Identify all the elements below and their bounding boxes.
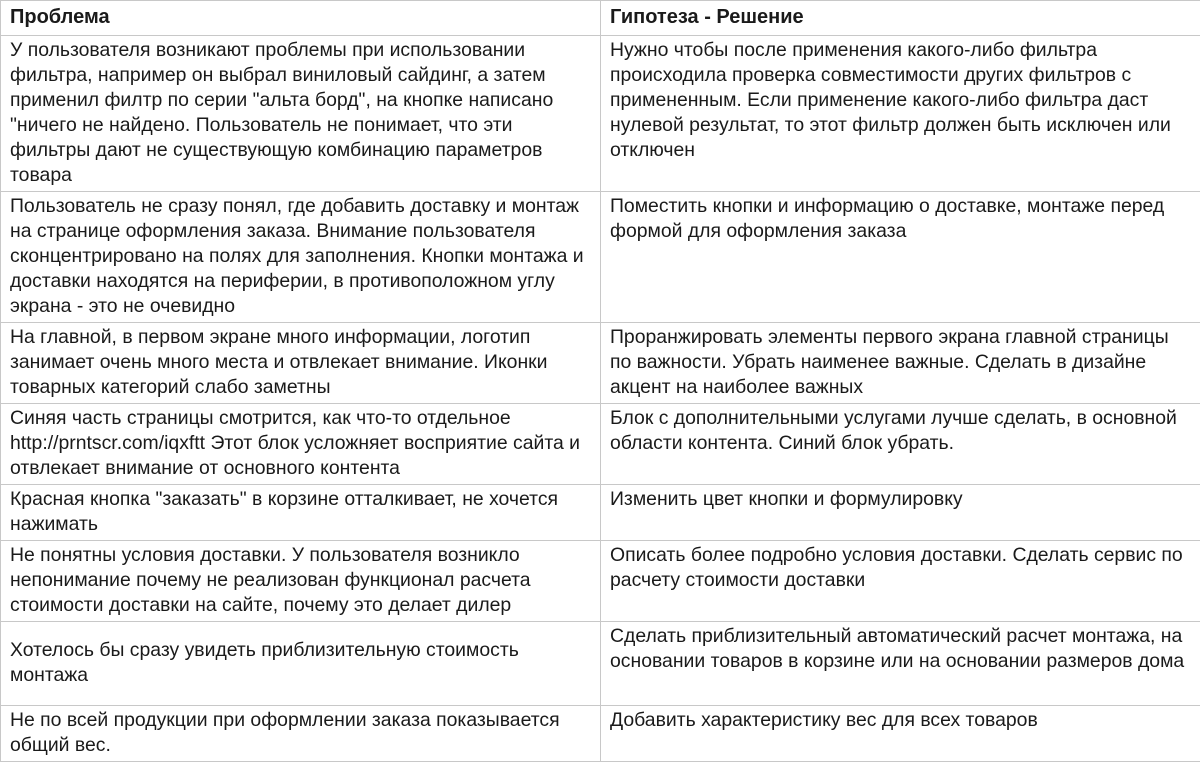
- column-header-problem[interactable]: Проблема: [1, 1, 601, 36]
- solution-cell[interactable]: Проранжировать элементы первого экрана главной страницы по важности. Убрать наименее важные. Сделать в дизайне акцент на наиболее важных: [601, 323, 1200, 404]
- problem-cell[interactable]: Пользователь не сразу понял, где добавить доставку и монтаж на странице оформления заказа. Внимание пользователя сконцентрировано на полях для заполнения. Кнопки монтажа и доставки находятся на периферии, в противоположном углу экрана - это не очевидно: [1, 192, 601, 323]
- problem-cell[interactable]: Не понятны условия доставки. У пользователя возникло непонимание почему не реализован функционал расчета стоимости доставки на сайте, почему это делает дилер: [1, 541, 601, 622]
- problem-cell[interactable]: Синяя часть страницы смотрится, как что-то отдельное http://prntscr.com/iqxftt Этот блок усложняет восприятие сайта и отвлекает внимание от основного контента: [1, 404, 601, 485]
- table-row: [1, 622, 1200, 706]
- solution-cell[interactable]: Поместить кнопки и информацию о доставке, монтаже перед формой для оформления заказа: [601, 192, 1200, 323]
- problem-cell[interactable]: Красная кнопка "заказать" в корзине отталкивает, не хочется нажимать: [1, 485, 601, 541]
- solution-cell[interactable]: Изменить цвет кнопки и формулировку: [601, 485, 1200, 541]
- problem-cell[interactable]: На главной, в первом экране много информации, логотип занимает очень много места и отвлекает внимание. Иконки товарных категорий слабо заметны: [1, 323, 601, 404]
- problem-cell[interactable]: У пользователя возникают проблемы при использовании фильтра, например он выбрал виниловый сайдинг, а затем применил филтр по серии "альта борд", на кнопке написано "ничего не найдено. Пользователь не понимает, что эти фильтры дают не существующую комбинацию параметров товара: [1, 36, 601, 192]
- solution-cell[interactable]: Сделать приблизительный автоматический расчет монтажа, на основании товаров в корзине или на основании размеров дома: [601, 622, 1200, 706]
- problem-cell[interactable]: Не по всей продукции при оформлении заказа показывается общий вес.: [1, 706, 601, 762]
- table-row: [1, 485, 1200, 541]
- solution-cell[interactable]: Описать более подробно условия доставки. Сделать сервис по расчету стоимости доставки: [601, 541, 1200, 622]
- solution-cell[interactable]: Блок с дополнительными услугами лучше сделать, в основной области контента. Синий блок убрать.: [601, 404, 1200, 485]
- table-row: [1, 323, 1200, 404]
- header-row: [1, 1, 1200, 36]
- table-row: [1, 541, 1200, 622]
- solution-cell[interactable]: Нужно чтобы после применения какого-либо фильтра происходила проверка совместимости других фильтров с примененным. Если применение какого-либо фильтра даст нулевой результат, то этот фильтр должен быть исключен или отключен: [601, 36, 1200, 192]
- solution-cell[interactable]: Добавить характеристику вес для всех товаров: [601, 706, 1200, 762]
- table-row: [1, 192, 1200, 323]
- table-row: [1, 706, 1200, 762]
- table-row: [1, 404, 1200, 485]
- table-row: [1, 36, 1200, 192]
- column-header-solution[interactable]: Гипотеза - Решение: [601, 1, 1200, 36]
- problem-cell[interactable]: Хотелось бы сразу увидеть приблизительную стоимость монтажа: [1, 622, 601, 706]
